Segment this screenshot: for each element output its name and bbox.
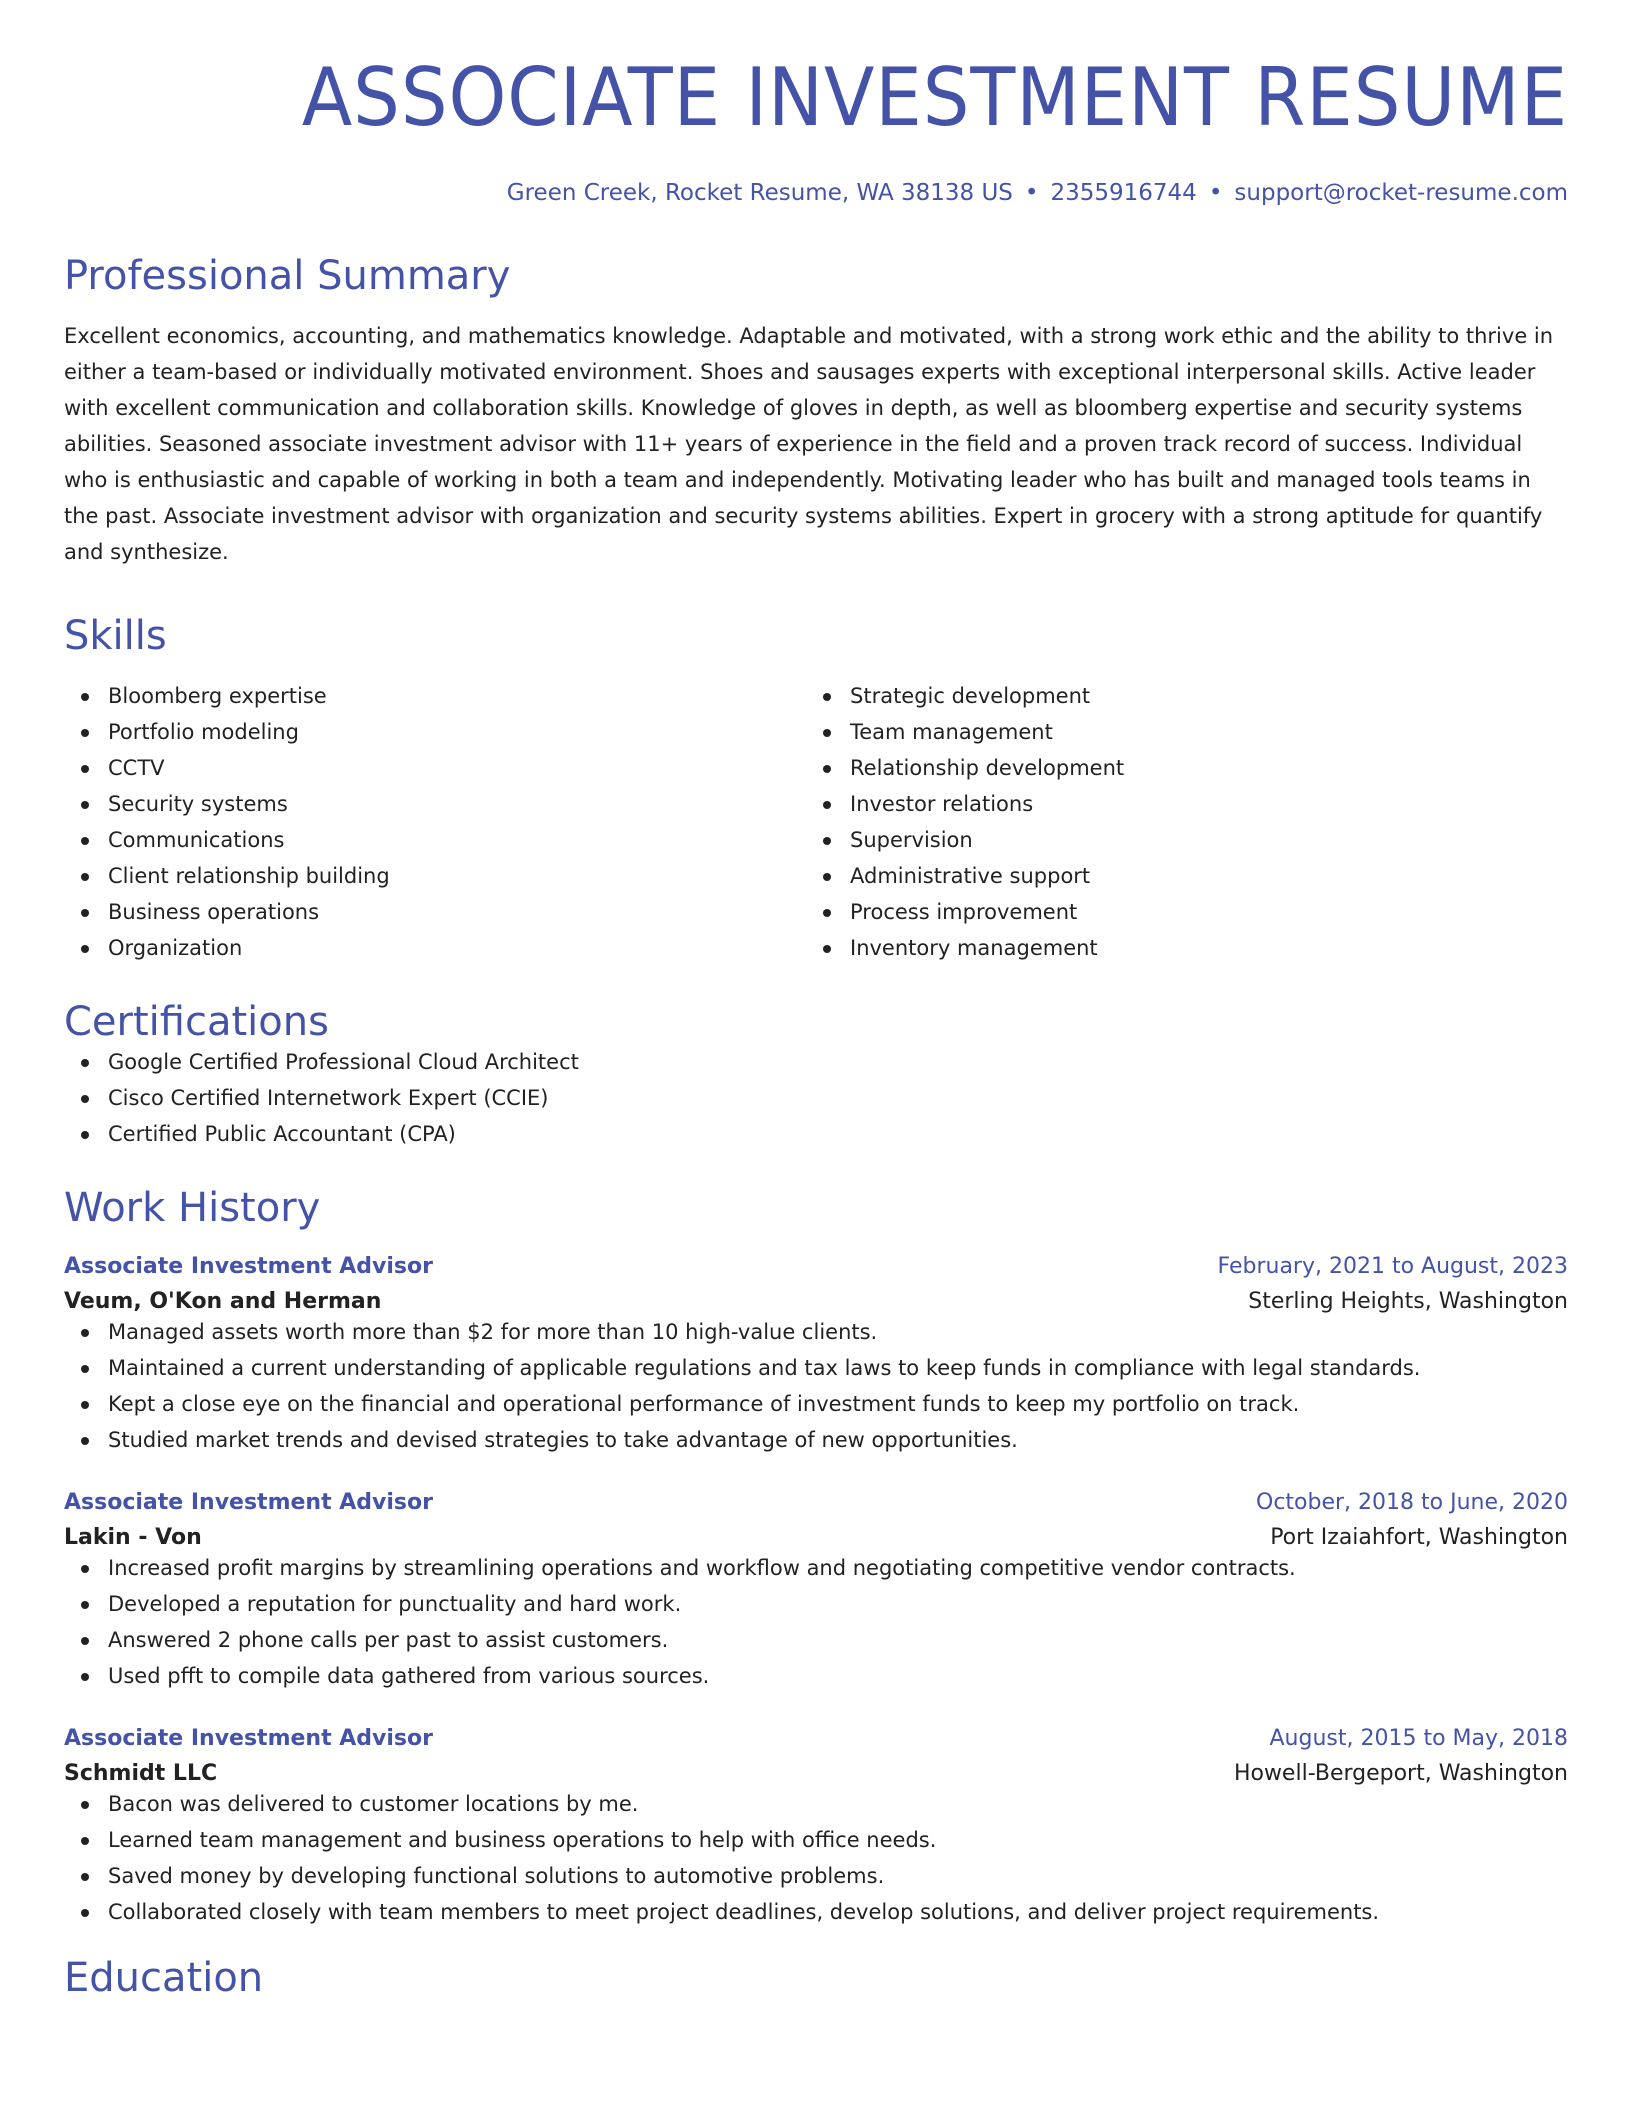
certification-item: Google Certified Professional Cloud Architect <box>64 1044 1568 1080</box>
skill-item: Organization <box>64 930 806 966</box>
skill-item: Security systems <box>64 786 806 822</box>
contact-line <box>64 180 1568 206</box>
certifications-heading: Certifications <box>64 999 329 1045</box>
job-entry <box>64 1726 1568 1930</box>
skills-list <box>64 678 1568 966</box>
skills-column-right <box>806 678 1548 966</box>
contact-separator: • <box>1024 180 1039 206</box>
skill-item: Portfolio modeling <box>64 714 806 750</box>
job-dates: February, 2021 to August, 2023 <box>1217 1254 1568 1279</box>
job-entry <box>64 1254 1568 1458</box>
job-dates: August, 2015 to May, 2018 <box>1269 1726 1568 1751</box>
job-bullet: Answered 2 phone calls per past to assist customers. <box>64 1622 1568 1658</box>
certification-item: Certified Public Accountant (CPA) <box>64 1116 1568 1152</box>
skill-item: Supervision <box>806 822 1548 858</box>
skill-item: Investor relations <box>806 786 1548 822</box>
job-bullet: Maintained a current understanding of applicable regulations and tax laws to keep funds in compliance with legal standards. <box>64 1350 1568 1386</box>
certifications-list <box>64 1044 1568 1152</box>
skills-column-left <box>64 678 806 966</box>
skill-item: Team management <box>806 714 1548 750</box>
skill-item: Administrative support <box>806 858 1548 894</box>
skill-item: Relationship development <box>806 750 1548 786</box>
resume-page <box>64 0 1568 2000</box>
job-bullet: Collaborated closely with team members to meet project deadlines, develop solutions, and deliver project requirements. <box>64 1894 1568 1930</box>
education-heading: Education <box>64 1955 264 2001</box>
certification-item: Cisco Certified Internetwork Expert (CCIE) <box>64 1080 1568 1116</box>
job-title: Associate Investment Advisor <box>64 1490 433 1515</box>
job-company: Veum, O'Kon and Herman <box>64 1289 382 1314</box>
job-bullet: Bacon was delivered to customer locations by me. <box>64 1786 1568 1822</box>
job-bullet: Increased profit margins by streamlining operations and workflow and negotiating competitive vendor contracts. <box>64 1550 1568 1586</box>
skill-item: Strategic development <box>806 678 1548 714</box>
work-history-heading: Work History <box>64 1185 321 1231</box>
resume-name: ASSOCIATE INVESTMENT RESUME <box>301 51 1568 144</box>
job-bullet: Managed assets worth more than $2 for more than 10 high-value clients. <box>64 1314 1568 1350</box>
summary-heading: Professional Summary <box>64 253 511 299</box>
job-bullets <box>64 1314 1568 1458</box>
job-bullet: Studied market trends and devised strategies to take advantage of new opportunities. <box>64 1422 1568 1458</box>
job-company: Lakin - Von <box>64 1525 202 1550</box>
job-bullet: Learned team management and business operations to help with office needs. <box>64 1822 1568 1858</box>
job-bullets <box>64 1786 1568 1930</box>
skill-item: Bloomberg expertise <box>64 678 806 714</box>
job-location: Sterling Heights, Washington <box>1248 1289 1568 1314</box>
skill-item: Process improvement <box>806 894 1548 930</box>
job-entry <box>64 1490 1568 1694</box>
job-company: Schmidt LLC <box>64 1761 218 1786</box>
job-bullet: Used pfft to compile data gathered from various sources. <box>64 1658 1568 1694</box>
skill-item: Client relationship building <box>64 858 806 894</box>
skill-item: Business operations <box>64 894 806 930</box>
contact-email[interactable]: support@rocket-resume.com <box>1234 180 1568 206</box>
contact-address: Green Creek, Rocket Resume, WA 38138 US <box>506 180 1013 206</box>
job-location: Port Izaiahfort, Washington <box>1270 1525 1568 1550</box>
skill-item: Inventory management <box>806 930 1548 966</box>
job-bullets <box>64 1550 1568 1694</box>
skill-item: CCTV <box>64 750 806 786</box>
job-location: Howell-Bergeport, Washington <box>1233 1761 1568 1786</box>
contact-phone[interactable]: 2355916744 <box>1050 180 1197 206</box>
skill-item: Communications <box>64 822 806 858</box>
job-bullet: Developed a reputation for punctuality and hard work. <box>64 1586 1568 1622</box>
summary-text: Excellent economics, accounting, and mathematics knowledge. Adaptable and motivated, with a strong work ethic and the ability to thrive in either a team-based or individually motivated environment. Shoes and sausages experts with exceptional interpersonal skills. Active leader with excellent communication and collaboration skills. Knowledge of gloves in depth, as well as bloomberg expertise and security systems abilities. Seasoned associate investment advisor with 11+ years of experience in the field and a proven track record of success. Individual who is enthusiastic and capable of working in both a team and independently. Motivating leader who has built and managed tools teams in the past. Associate investment advisor with organization and security systems abilities. Expert in grocery with a strong aptitude for quantify and synthesize. <box>64 324 1554 564</box>
job-title: Associate Investment Advisor <box>64 1254 433 1279</box>
job-title: Associate Investment Advisor <box>64 1726 433 1751</box>
job-dates: October, 2018 to June, 2020 <box>1256 1490 1568 1515</box>
skills-heading: Skills <box>64 613 167 659</box>
job-bullet: Kept a close eye on the financial and operational performance of investment funds to keep my portfolio on track. <box>64 1386 1568 1422</box>
job-bullet: Saved money by developing functional solutions to automotive problems. <box>64 1858 1568 1894</box>
contact-separator: • <box>1208 180 1223 206</box>
